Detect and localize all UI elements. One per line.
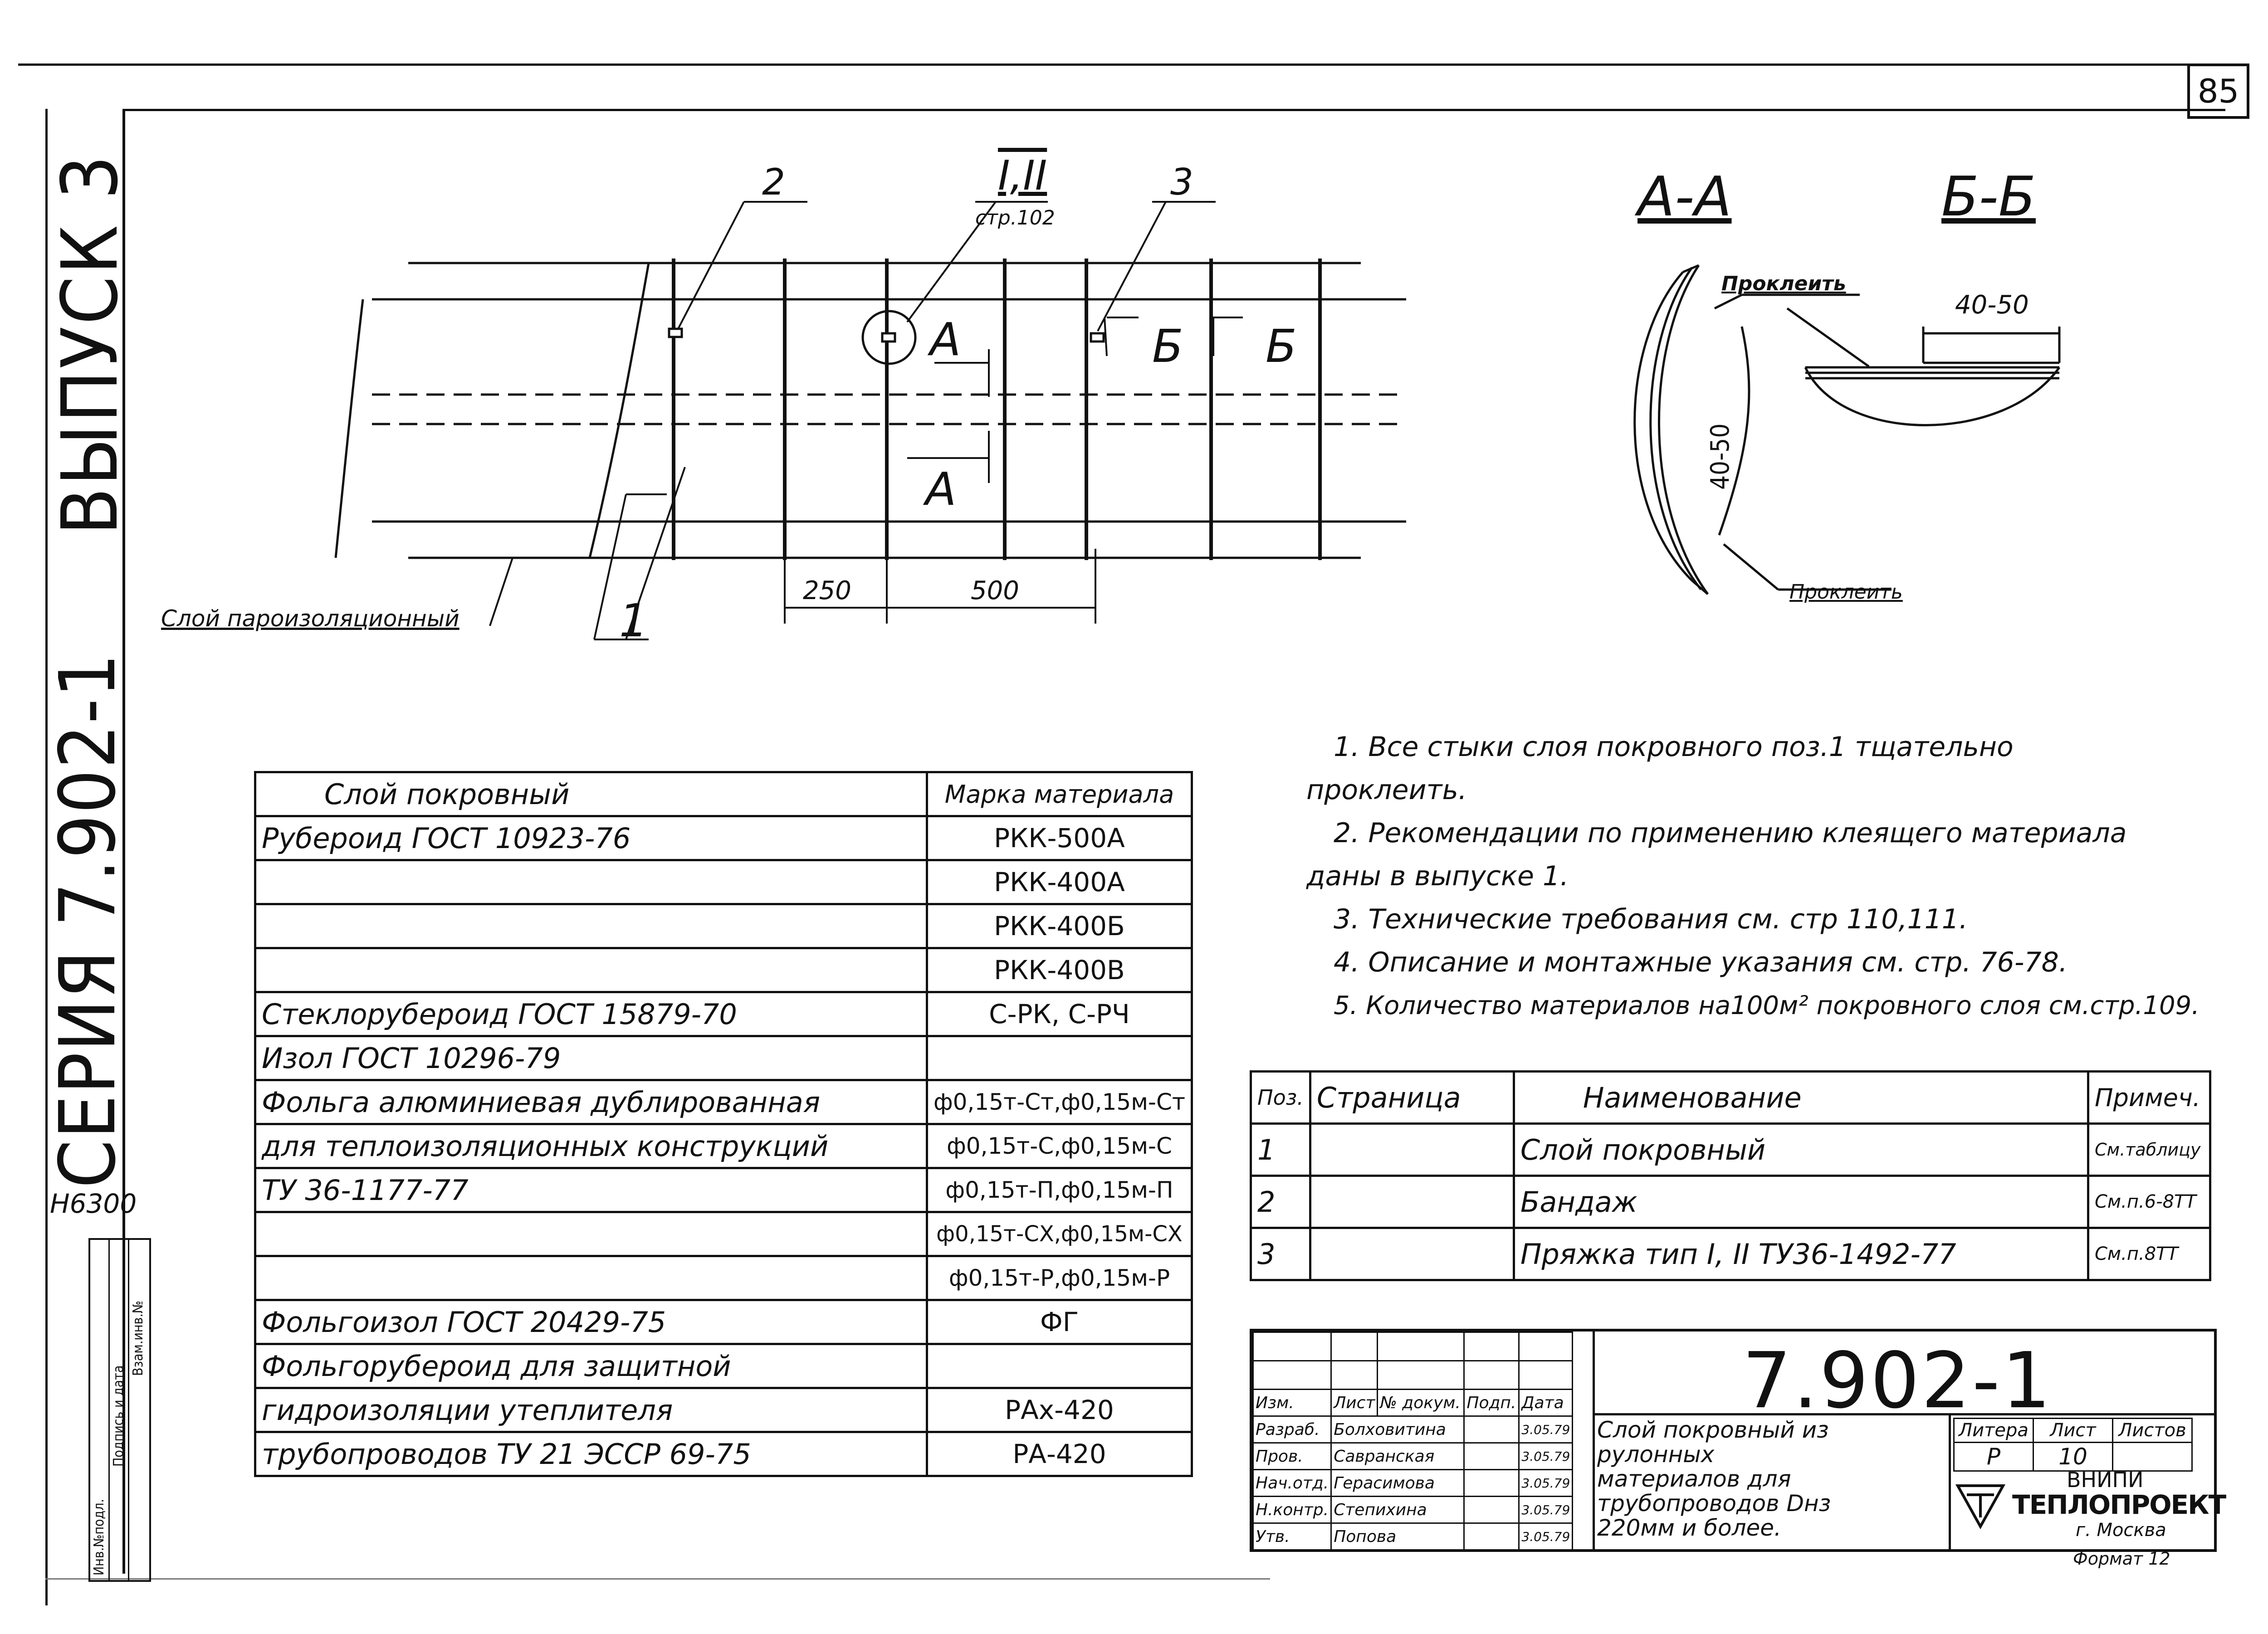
- sign-header: Лист: [1331, 1390, 1378, 1416]
- spec-cell: РКК-500А: [927, 816, 1192, 860]
- callout-3: 3: [1170, 161, 1193, 203]
- title-block: [1250, 1329, 2226, 1552]
- parts-cell: [1310, 1228, 1514, 1280]
- sign-date: 3.05.79: [1519, 1416, 1573, 1443]
- sign-role: Нач.отд.: [1253, 1470, 1331, 1497]
- sign-signature: [1464, 1523, 1519, 1550]
- page-number: 85: [2187, 63, 2249, 119]
- sign-date: 3.05.79: [1519, 1470, 1573, 1497]
- parts-cell: 3: [1251, 1228, 1310, 1280]
- table-row: [1253, 1470, 1573, 1497]
- table-row: [255, 1344, 1192, 1388]
- table-row: [255, 992, 1192, 1036]
- note-2: 2. Рекомендации по применению клеящего материала: [1334, 817, 2127, 849]
- parts-table: [1250, 1070, 2211, 1281]
- table-row: [255, 772, 1192, 816]
- table-row: [1954, 1419, 2192, 1443]
- note-5: 5. Количество материалов на100м² покровного слоя см.стр.109.: [1334, 991, 2200, 1020]
- spec-cell: для теплоизоляционных конструкций: [255, 1124, 927, 1168]
- section-b-right: Б: [1266, 320, 1297, 373]
- section-bb-title: Б-Б: [1941, 166, 2036, 229]
- organization: [1953, 1468, 2226, 1541]
- table-row: [255, 904, 1192, 948]
- spec-cell: РКК-400В: [927, 948, 1192, 992]
- callout-2: 2: [762, 161, 785, 203]
- table-row: [255, 860, 1192, 904]
- sign-person: Герасимова: [1331, 1470, 1464, 1497]
- dimension-250: 250: [803, 576, 851, 605]
- table-row: [255, 1168, 1192, 1212]
- sign-header: № докум.: [1378, 1390, 1464, 1416]
- table-row: [255, 1300, 1192, 1344]
- spec-cell: Фольга алюминиевая дублированная: [255, 1080, 927, 1124]
- sign-header: Дата: [1519, 1390, 1573, 1416]
- callout-detail-ref: стр.102: [975, 206, 1055, 229]
- table-row: [1253, 1361, 1573, 1390]
- spec-cell: ф0,15т-П,ф0,15м-П: [927, 1168, 1192, 1212]
- sign-cell: [1378, 1332, 1464, 1361]
- section-a-bottom: А: [925, 463, 957, 516]
- title-divider: [1593, 1413, 2214, 1415]
- title-divider-v2: [1949, 1413, 1951, 1549]
- callout-1: 1: [619, 594, 648, 647]
- spec-cell: ф0,15т-Ст,ф0,15м-Ст: [927, 1080, 1192, 1124]
- parts-cell: [1310, 1124, 1514, 1176]
- sign-date: 3.05.79: [1519, 1443, 1573, 1470]
- spec-cell: Рубероид ГОСТ 10923-76: [255, 816, 927, 860]
- signature-table: [1252, 1332, 1573, 1551]
- spec-cell: Стеклорубероид ГОСТ 15879-70: [255, 992, 927, 1036]
- lit-header: Листов: [2113, 1419, 2192, 1443]
- vapor-layer-label: Слой пароизоляционный: [161, 605, 459, 632]
- sign-person: Степихина: [1331, 1497, 1464, 1523]
- spec-header-mark: Марка материала: [927, 772, 1192, 816]
- bottom-margin-line: [45, 1578, 1270, 1580]
- parts-cell: Бандаж: [1514, 1176, 2088, 1228]
- parts-header-name: Наименование: [1514, 1072, 2088, 1124]
- note-4: 4. Описание и монтажные указания см. стр. 76-78.: [1334, 946, 2068, 978]
- note-1b: проклеить.: [1306, 774, 1467, 806]
- spec-cell: Фольгоизол ГОСТ 20429-75: [255, 1300, 927, 1344]
- sign-signature: [1464, 1443, 1519, 1470]
- table-row: [255, 1080, 1192, 1124]
- table-row: [255, 1256, 1192, 1300]
- org-name-1: ВНИПИ: [2067, 1468, 2144, 1492]
- section-drawings: [1606, 254, 2195, 626]
- sign-signature: [1464, 1497, 1519, 1523]
- org-city: г. Москва: [2076, 1520, 2166, 1541]
- sign-signature: [1464, 1470, 1519, 1497]
- note-2b: даны в выпуске 1.: [1306, 860, 1569, 892]
- issue-label: ВЫПУСК 3: [45, 153, 135, 535]
- parts-cell: Слой покровный: [1514, 1124, 2088, 1176]
- section-aa-title: А-А: [1637, 166, 1732, 229]
- parts-cell: См.п.6-8ТТ: [2088, 1176, 2210, 1228]
- table-row: [1253, 1416, 1573, 1443]
- spec-cell: С-РК, С-РЧ: [927, 992, 1192, 1036]
- dimension-500: 500: [971, 576, 1019, 605]
- sign-cell: [1253, 1361, 1331, 1390]
- table-row: [1253, 1332, 1573, 1361]
- parts-cell: 1: [1251, 1124, 1310, 1176]
- table-row: [255, 1124, 1192, 1168]
- table-row: [1954, 1443, 2192, 1471]
- stamp-label-inv: Инв.№подл.: [91, 1498, 107, 1575]
- table-row: [1253, 1390, 1573, 1416]
- pipe-drawing: [136, 150, 1452, 671]
- parts-header-pos: Поз.: [1251, 1072, 1310, 1124]
- sign-cell: [1331, 1361, 1378, 1390]
- lit-value: Р: [1954, 1443, 2033, 1471]
- parts-header-note: Примеч.: [2088, 1072, 2210, 1124]
- table-row: [255, 1036, 1192, 1080]
- table-row: [255, 1432, 1192, 1476]
- lit-header: Лист: [2033, 1419, 2113, 1443]
- table-row: [1253, 1497, 1573, 1523]
- stamp-label-sign: Подпись и дата: [111, 1365, 127, 1467]
- spec-cell: [927, 1344, 1192, 1388]
- title-divider-v: [1593, 1332, 1595, 1549]
- spec-cell: ФГ: [927, 1300, 1192, 1344]
- sign-cell: [1378, 1361, 1464, 1390]
- spec-cell: [927, 1036, 1192, 1080]
- table-row: [1253, 1443, 1573, 1470]
- spec-cell: Изол ГОСТ 10296-79: [255, 1036, 927, 1080]
- spec-cell: РАх-420: [927, 1388, 1192, 1432]
- spec-cell: [255, 860, 927, 904]
- spec-cell: трубопроводов ТУ 21 ЭССР 69-75: [255, 1432, 927, 1476]
- sheet-title: Слой покровный из рулонных материалов для трубопроводов Dнз 220мм и более.: [1597, 1417, 1831, 1541]
- spec-cell: ф0,15т-С,ф0,15м-С: [927, 1124, 1192, 1168]
- parts-cell: Пряжка тип I, II ТУ36-1492-77: [1514, 1228, 2088, 1280]
- table-row: [255, 1212, 1192, 1256]
- sign-cell: [1331, 1332, 1378, 1361]
- doc-number: 7.902-1: [1742, 1336, 2053, 1426]
- sign-date: 3.05.79: [1519, 1497, 1573, 1523]
- letter-table: [1953, 1418, 2193, 1472]
- section-a-top: А: [930, 313, 961, 366]
- spec-cell: [255, 1256, 927, 1300]
- spec-cell: РА-420: [927, 1432, 1192, 1476]
- series-label: СЕРИЯ 7.902-1: [43, 652, 133, 1188]
- section-overlap-h: 40-50: [1955, 290, 2029, 320]
- section-overlap-v: 40-50: [1706, 423, 1735, 490]
- format-label: Формат 12: [2073, 1549, 2170, 1569]
- spec-header-layer: Слой покровный: [255, 772, 927, 816]
- sign-date: 3.05.79: [1519, 1523, 1573, 1550]
- table-row: [1253, 1523, 1573, 1550]
- parts-cell: См.п.8ТТ: [2088, 1228, 2210, 1280]
- table-row: [1251, 1228, 2210, 1280]
- table-row: [1251, 1176, 2210, 1228]
- notes: [1306, 726, 2204, 1027]
- section-glue-bottom: Проклеить: [1789, 580, 1903, 604]
- sign-person: Попова: [1331, 1523, 1464, 1550]
- sign-role: Разраб.: [1253, 1416, 1331, 1443]
- callout-detail: I,II: [998, 152, 1047, 200]
- note-3: 3. Технические требования см. стр 110,111.: [1334, 903, 1968, 935]
- parts-cell: См.таблицу: [2088, 1124, 2210, 1176]
- sign-cell: [1519, 1361, 1573, 1390]
- sign-role: Утв.: [1253, 1523, 1331, 1550]
- stamp-label-replace: Взам.инв.№: [130, 1300, 146, 1376]
- sign-cell: [1464, 1361, 1519, 1390]
- lit-header: Литера: [1954, 1419, 2033, 1443]
- parts-header-page: Страница: [1310, 1072, 1514, 1124]
- table-row: [255, 948, 1192, 992]
- spec-cell: Фольгорубероид для защитной: [255, 1344, 927, 1388]
- spec-cell: [255, 904, 927, 948]
- spec-cell: ф0,15т-Р,ф0,15м-Р: [927, 1256, 1192, 1300]
- spec-cell: гидроизоляции утеплителя: [255, 1388, 927, 1432]
- sign-cell: [1253, 1332, 1331, 1361]
- sheet-code: Н6300: [50, 1188, 137, 1219]
- spec-cell: [255, 1212, 927, 1256]
- org-name-2: ТЕПЛОПРОЕКТ: [2012, 1489, 2226, 1520]
- table-row: [255, 1388, 1192, 1432]
- spec-cell: РКК-400А: [927, 860, 1192, 904]
- sign-signature: [1464, 1416, 1519, 1443]
- sign-cell: [1464, 1332, 1519, 1361]
- table-row: [1251, 1124, 2210, 1176]
- sign-role: Пров.: [1253, 1443, 1331, 1470]
- org-logo-icon: [1953, 1481, 2008, 1531]
- parts-cell: 2: [1251, 1176, 1310, 1228]
- lit-value: 10: [2033, 1443, 2113, 1471]
- section-glue-top: Проклеить: [1721, 272, 1846, 295]
- section-b-left: Б: [1152, 320, 1183, 373]
- sign-person: Савранская: [1331, 1443, 1464, 1470]
- parts-cell: [1310, 1176, 1514, 1228]
- sign-person: Болховитина: [1331, 1416, 1464, 1443]
- sign-role: Н.контр.: [1253, 1497, 1331, 1523]
- sign-cell: [1519, 1332, 1573, 1361]
- spec-cell: [255, 948, 927, 992]
- table-row: [1251, 1072, 2210, 1124]
- lit-value: [2113, 1443, 2192, 1471]
- spec-cell: ф0,15т-СХ,ф0,15м-СХ: [927, 1212, 1192, 1256]
- table-row: [255, 816, 1192, 860]
- spec-table: [254, 771, 1193, 1477]
- spec-cell: ТУ 36-1177-77: [255, 1168, 927, 1212]
- sign-header: Изм.: [1253, 1390, 1331, 1416]
- sidebar-stamp: [88, 1238, 151, 1582]
- sign-header: Подп.: [1464, 1390, 1519, 1416]
- note-1: 1. Все стыки слоя покровного поз.1 тщательно: [1334, 731, 2014, 763]
- sheet-top-line: [18, 63, 2187, 66]
- spec-cell: РКК-400Б: [927, 904, 1192, 948]
